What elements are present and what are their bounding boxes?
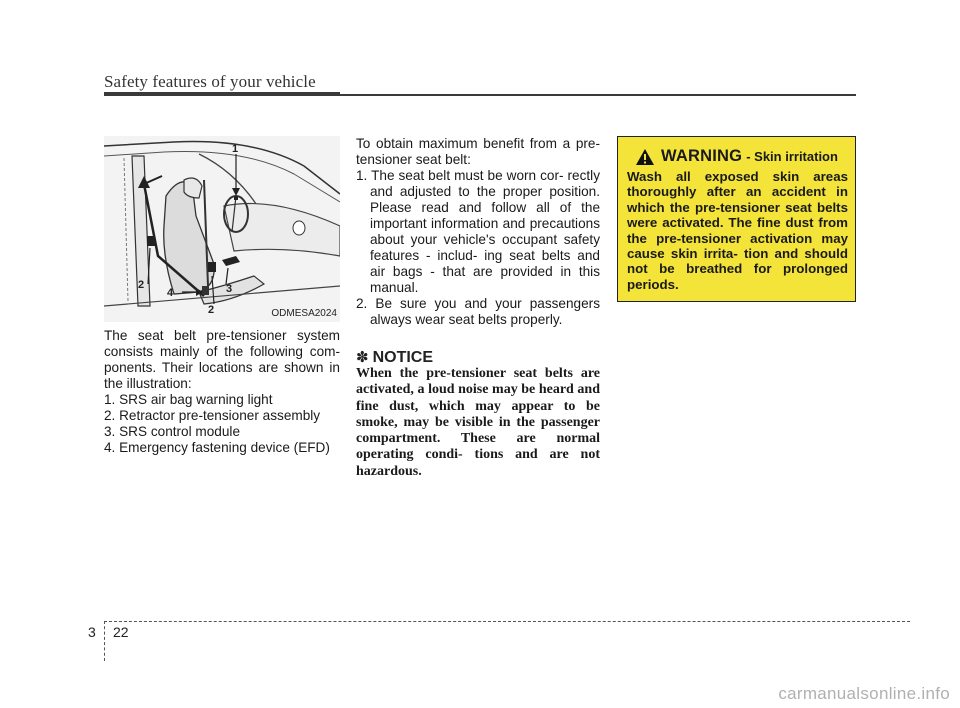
warning-triangle-icon: [635, 148, 655, 166]
warning-text: Wash all exposed skin areas thoroughly after an accident in which the pre-tensioner seat belts were activated. The fine dust from the pre-tensioner activation may cause skin irrita- tion and should not be breathed for prolonged periods.: [627, 169, 848, 292]
callout-4: 4: [167, 287, 174, 299]
benefit-intro: To obtain maximum benefit from a pre-tensioner seat belt:: [356, 136, 600, 167]
page-number: 22: [113, 624, 129, 640]
footer-rule: [104, 621, 910, 622]
chapter-number: 3: [88, 624, 96, 640]
component-item-4: 4. Emergency fastening device (EFD): [104, 440, 330, 455]
page-header-title: Safety features of your vehicle: [104, 72, 316, 91]
callout-1: 1: [232, 143, 239, 155]
header-rule-thick: [104, 92, 340, 96]
pretensioner-illustration: [104, 136, 340, 322]
benefit-item-2: 2. Be sure you and your passengers always wear seat belts properly.: [356, 296, 600, 327]
notice-star-icon: ✽: [356, 349, 369, 366]
component-item-1: 1. SRS air bag warning light: [104, 392, 273, 407]
callout-3: 3: [226, 283, 233, 295]
column-1: [104, 328, 340, 456]
header-rule-thin: [340, 94, 856, 96]
footer-divider: [104, 621, 105, 661]
warning-title: WARNING: [661, 147, 743, 165]
callout-2-left: 2: [138, 279, 145, 291]
component-item-3: 3. SRS control module: [104, 424, 241, 439]
intro-paragraph: The seat belt pre-tensioner system consists mainly of the following com- ponents. Their locations are shown in the illustration:: [104, 328, 340, 391]
notice-heading: [356, 350, 600, 366]
figure-code: ODMESA2024: [271, 308, 337, 319]
warning-heading: [618, 147, 855, 166]
warning-box: [617, 136, 856, 302]
callout-2-bottom: 2: [208, 304, 215, 316]
notice-text: When the pre-tensioner seat belts are activated, a loud noise may be heard and fine dust, which may appear to be smoke, may be visible in the passenger compartment. These are normal operating condi- tions and are not hazardous.: [356, 366, 600, 479]
warning-subtitle: - Skin irritation: [746, 149, 838, 164]
component-item-2: 2. Retractor pre-tensioner assembly: [104, 408, 321, 423]
notice-title: NOTICE: [372, 349, 434, 366]
watermark: carmanualsonline.info: [778, 684, 950, 703]
car-interior-drawing: [104, 136, 340, 322]
benefit-item-1: 1. The seat belt must be worn cor- rectly and adjusted to the proper position. Please read and follow all of the important information and precautions about your vehicle's occupant safety features - includ- ing seat belts and air bags - that are provided in this manual.: [356, 168, 600, 295]
column-2: [356, 136, 600, 480]
